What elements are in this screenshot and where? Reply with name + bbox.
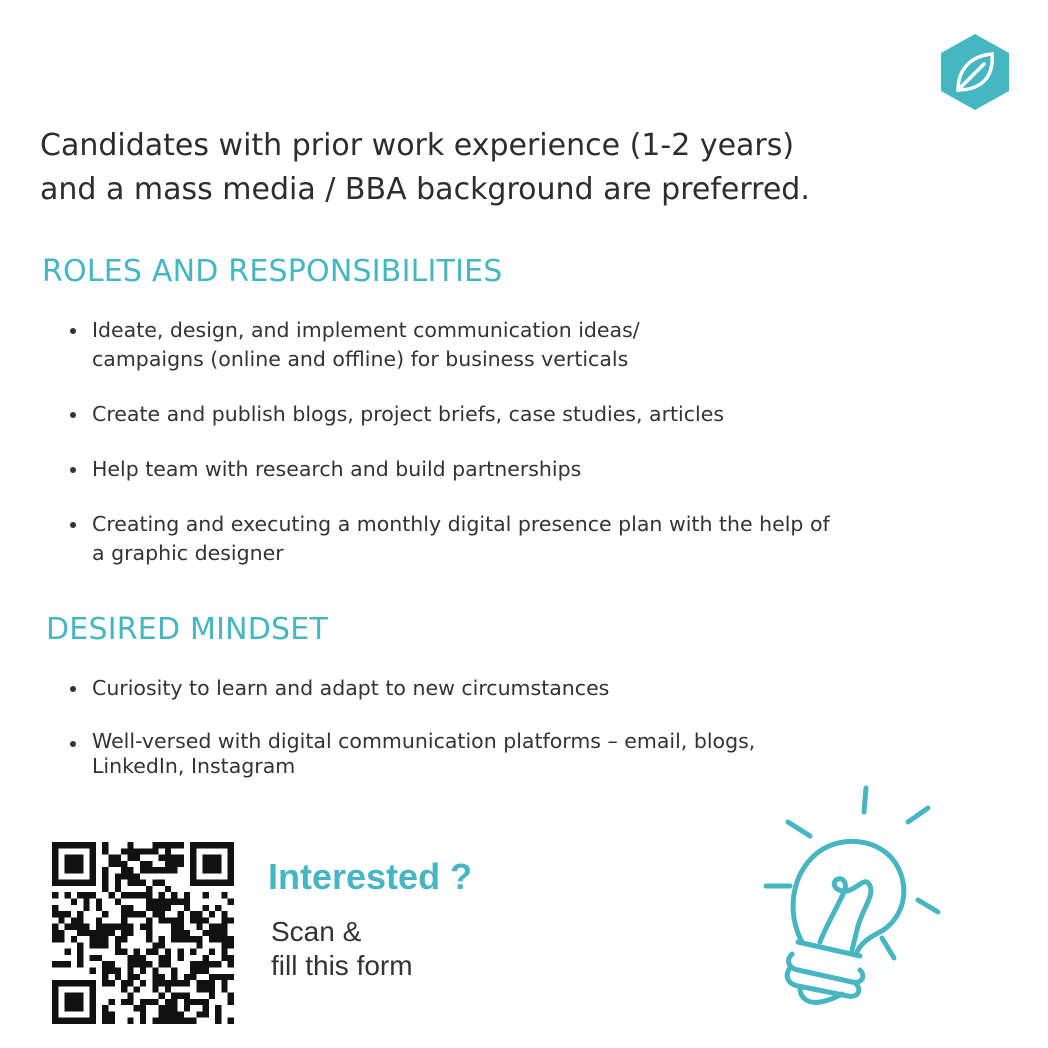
leaf-hexagon-logo: [938, 32, 1012, 112]
qr-code[interactable]: [52, 842, 234, 1024]
list-item-line: Creating and executing a monthly digital presence plan with the help of: [92, 512, 830, 536]
list-item-line: Well-versed with digital communication platforms – email, blogs,: [92, 729, 756, 753]
roles-list: [68, 316, 928, 594]
cta-line-1: Scan &: [271, 916, 362, 947]
list-item: [68, 455, 928, 484]
cta-line-2: fill this form: [271, 950, 413, 981]
intro-line-1: Candidates with prior work experience (1-2 years): [40, 128, 795, 163]
list-item: [68, 510, 928, 568]
list-item-line: campaigns (online and offline) for business verticals: [92, 347, 629, 371]
list-item-line: a graphic designer: [92, 541, 284, 565]
list-item: [68, 400, 928, 429]
intro-text: [40, 124, 940, 212]
list-item-line: Curiosity to learn and adapt to new circumstances: [92, 676, 610, 700]
mindset-heading: DESIRED MINDSET: [46, 612, 328, 647]
list-item: [68, 729, 928, 779]
list-item: [68, 674, 928, 703]
list-item-line: Help team with research and build partnerships: [92, 457, 582, 481]
list-item-line: Ideate, design, and implement communication ideas/: [92, 318, 640, 342]
intro-line-2: and a mass media / BBA background are preferred.: [40, 172, 810, 207]
roles-heading: ROLES AND RESPONSIBILITIES: [42, 254, 503, 289]
cta-title: Interested ?: [268, 856, 473, 897]
list-item: [68, 316, 928, 374]
list-item-line: LinkedIn, Instagram: [92, 754, 296, 778]
lightbulb-icon: [760, 782, 950, 1012]
cta-subtitle: [271, 915, 511, 983]
list-item-line: Create and publish blogs, project briefs, case studies, articles: [92, 402, 725, 426]
